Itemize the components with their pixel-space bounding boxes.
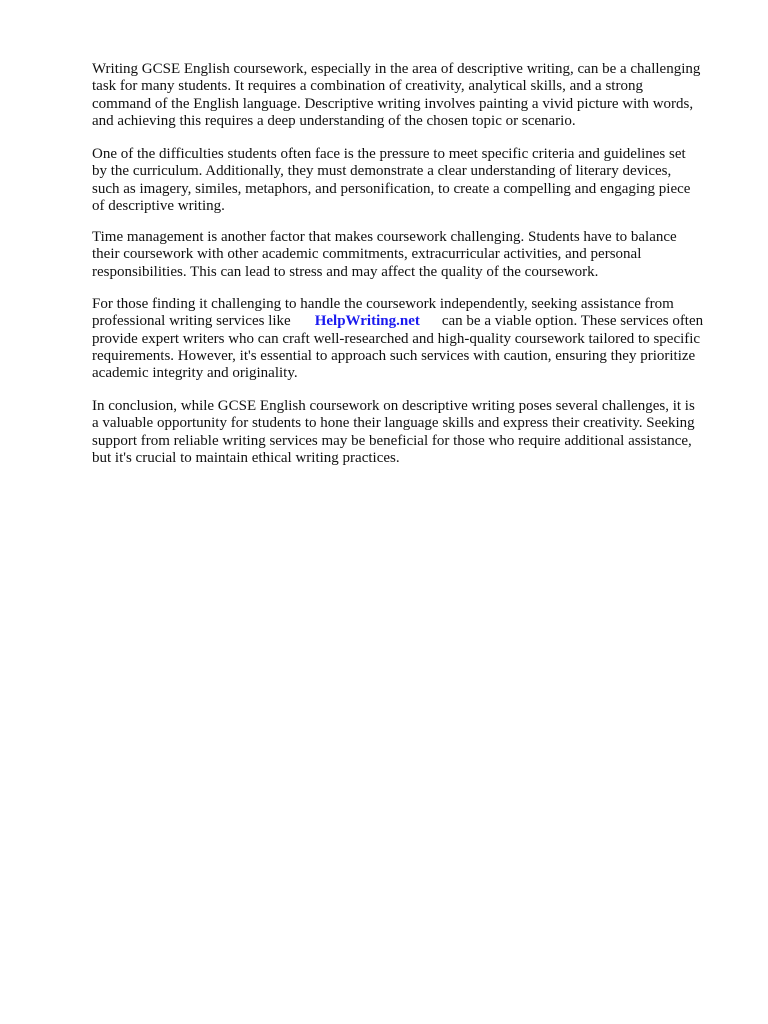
text-line: responsibilities. This can lead to stress and may affect the quality of the coursework. xyxy=(92,263,599,280)
text-line: such as imagery, similes, metaphors, and personification, to create a compelling and engaging piece xyxy=(92,180,691,197)
text-line: task for many students. It requires a combination of creativity, analytical skills, and a strong xyxy=(92,78,643,95)
text-line: provide expert writers who can craft well-researched and high-quality coursework tailored to specific xyxy=(92,330,701,347)
helpwriting-link[interactable]: HelpWriting.net xyxy=(314,313,420,330)
text-line: of descriptive writing. xyxy=(92,197,225,214)
text-line: and achieving this requires a deep understanding of the chosen topic or scenario. xyxy=(92,112,576,129)
text-line: requirements. However, it's essential to approach such services with caution, ensuring they prioritize xyxy=(92,347,696,364)
text-line: Time management is another factor that makes coursework challenging. Students have to balance xyxy=(92,229,677,245)
text-line: by the curriculum. Additionally, they must demonstrate a clear understanding of literary devices, xyxy=(92,163,672,180)
text-line: academic integrity and originality. xyxy=(92,365,298,382)
text-line: their coursework with other academic commitments, extracurricular activities, and personal xyxy=(92,246,642,263)
paragraph-difficulties xyxy=(92,146,732,215)
link-line-before: professional writing services like xyxy=(92,313,291,330)
text-line: Writing GCSE English coursework, especially in the area of descriptive writing, can be a challenging xyxy=(92,61,701,77)
link-line-after: can be a viable option. These services often xyxy=(441,313,704,330)
text-line: but it's crucial to maintain ethical writing practices. xyxy=(92,449,400,466)
paragraph-assistance xyxy=(92,296,732,382)
text-line: command of the English language. Descriptive writing involves painting a vivid picture with words, xyxy=(92,95,694,112)
paragraph-conclusion xyxy=(92,398,732,467)
text-line: In conclusion, while GCSE English coursework on descriptive writing poses several challenges, it is xyxy=(92,398,695,414)
paragraph-intro xyxy=(92,61,732,130)
text-line: One of the difficulties students often face is the pressure to meet specific criteria and guidelines set xyxy=(92,146,686,162)
text-line-with-link xyxy=(92,313,732,330)
paragraph-time-management xyxy=(92,229,732,281)
text-line: support from reliable writing services may be beneficial for those who require additional assistance, xyxy=(92,432,692,449)
text-line: For those finding it challenging to handle the coursework independently, seeking assistance from xyxy=(92,296,674,312)
text-line: a valuable opportunity for students to hone their language skills and express their creativity. Seeking xyxy=(92,415,695,432)
